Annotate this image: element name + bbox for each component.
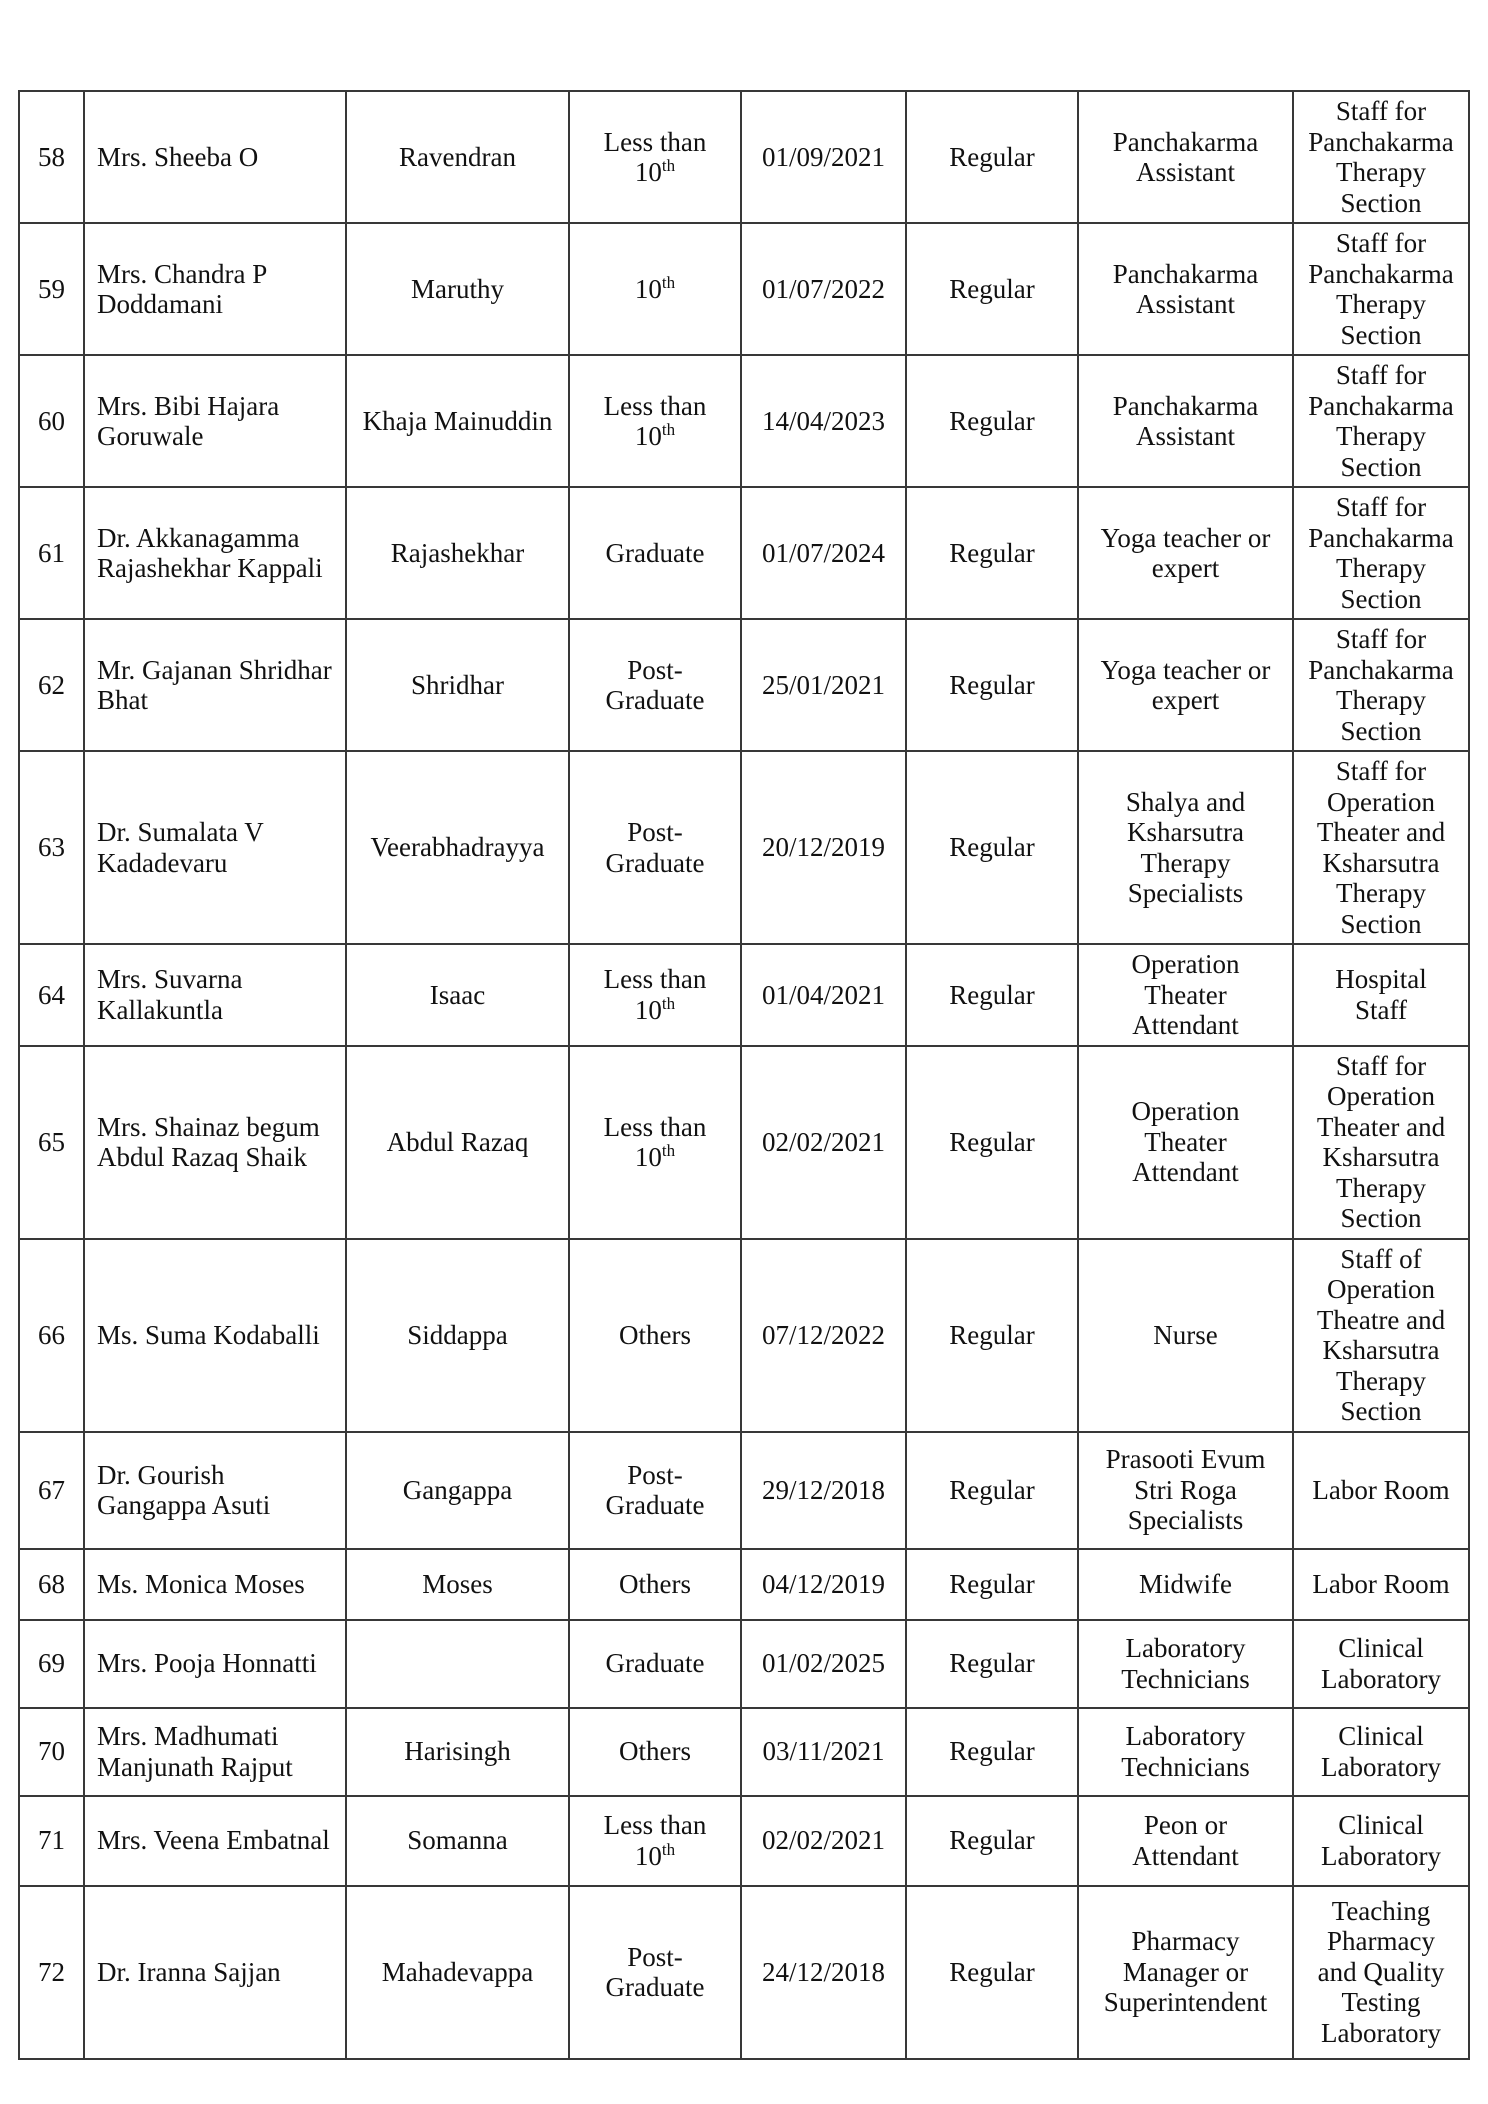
cell-qualification: Post-Graduate bbox=[569, 619, 741, 751]
cell-date: 24/12/2018 bbox=[741, 1886, 906, 2059]
cell-designation: Peon or Attendant bbox=[1078, 1796, 1293, 1886]
cell-guardian: Harisingh bbox=[346, 1708, 569, 1796]
cell-section: Staff for Panchakarma Therapy Section bbox=[1293, 91, 1469, 223]
table-row bbox=[19, 1239, 1469, 1432]
cell-designation: Laboratory Technicians bbox=[1078, 1620, 1293, 1708]
cell-name: Mrs. Madhumati Manjunath Rajput bbox=[84, 1708, 346, 1796]
cell-name: Mrs. Bibi Hajara Goruwale bbox=[84, 355, 346, 487]
cell-date: 14/04/2023 bbox=[741, 355, 906, 487]
cell-qualification: Post-Graduate bbox=[569, 751, 741, 944]
cell-name: Mrs. Shainaz begum Abdul Razaq Shaik bbox=[84, 1046, 346, 1239]
cell-designation: Operation Theater Attendant bbox=[1078, 944, 1293, 1046]
cell-name: Ms. Monica Moses bbox=[84, 1549, 346, 1620]
cell-qualification: Post-Graduate bbox=[569, 1886, 741, 2059]
cell-sl: 68 bbox=[19, 1549, 84, 1620]
cell-date: 07/12/2022 bbox=[741, 1239, 906, 1432]
cell-type: Regular bbox=[906, 1886, 1078, 2059]
cell-sl: 69 bbox=[19, 1620, 84, 1708]
cell-guardian: Isaac bbox=[346, 944, 569, 1046]
table-row bbox=[19, 1549, 1469, 1620]
cell-date: 01/07/2022 bbox=[741, 223, 906, 355]
cell-type: Regular bbox=[906, 944, 1078, 1046]
cell-guardian bbox=[346, 1620, 569, 1708]
cell-qualification: Graduate bbox=[569, 487, 741, 619]
table-row bbox=[19, 619, 1469, 751]
cell-qualification: Less than 10th bbox=[569, 91, 741, 223]
cell-sl: 71 bbox=[19, 1796, 84, 1886]
cell-section: Staff for Panchakarma Therapy Section bbox=[1293, 223, 1469, 355]
cell-type: Regular bbox=[906, 1796, 1078, 1886]
cell-sl: 61 bbox=[19, 487, 84, 619]
cell-date: 01/09/2021 bbox=[741, 91, 906, 223]
cell-date: 03/11/2021 bbox=[741, 1708, 906, 1796]
table-row bbox=[19, 1432, 1469, 1549]
table-row bbox=[19, 1796, 1469, 1886]
cell-guardian: Gangappa bbox=[346, 1432, 569, 1549]
cell-section: Labor Room bbox=[1293, 1549, 1469, 1620]
cell-sl: 63 bbox=[19, 751, 84, 944]
cell-section: Clinical Laboratory bbox=[1293, 1708, 1469, 1796]
table-row bbox=[19, 1886, 1469, 2059]
cell-name: Mrs. Pooja Honnatti bbox=[84, 1620, 346, 1708]
cell-date: 01/02/2025 bbox=[741, 1620, 906, 1708]
cell-sl: 58 bbox=[19, 91, 84, 223]
cell-date: 04/12/2019 bbox=[741, 1549, 906, 1620]
cell-name: Dr. Iranna Sajjan bbox=[84, 1886, 346, 2059]
table-row bbox=[19, 751, 1469, 944]
cell-type: Regular bbox=[906, 1708, 1078, 1796]
cell-type: Regular bbox=[906, 223, 1078, 355]
ordinal-suffix: th bbox=[661, 420, 676, 439]
cell-type: Regular bbox=[906, 619, 1078, 751]
cell-section: Labor Room bbox=[1293, 1432, 1469, 1549]
cell-guardian: Khaja Mainuddin bbox=[346, 355, 569, 487]
cell-qualification: Less than 10th bbox=[569, 1046, 741, 1239]
cell-name: Mrs. Sheeba O bbox=[84, 91, 346, 223]
cell-qualification: Post-Graduate bbox=[569, 1432, 741, 1549]
cell-type: Regular bbox=[906, 1620, 1078, 1708]
cell-designation: Panchakarma Assistant bbox=[1078, 91, 1293, 223]
ordinal-suffix: th bbox=[661, 272, 676, 292]
cell-section: Staff for Panchakarma Therapy Section bbox=[1293, 487, 1469, 619]
cell-guardian: Rajashekhar bbox=[346, 487, 569, 619]
cell-type: Regular bbox=[906, 1432, 1078, 1549]
cell-date: 02/02/2021 bbox=[741, 1796, 906, 1886]
table-row bbox=[19, 487, 1469, 619]
cell-guardian: Veerabhadrayya bbox=[346, 751, 569, 944]
cell-guardian: Abdul Razaq bbox=[346, 1046, 569, 1239]
cell-date: 29/12/2018 bbox=[741, 1432, 906, 1549]
cell-qualification: Graduate bbox=[569, 1620, 741, 1708]
cell-guardian: Shridhar bbox=[346, 619, 569, 751]
cell-date: 02/02/2021 bbox=[741, 1046, 906, 1239]
cell-name: Mrs. Chandra P Doddamani bbox=[84, 223, 346, 355]
cell-sl: 64 bbox=[19, 944, 84, 1046]
cell-section: Clinical Laboratory bbox=[1293, 1620, 1469, 1708]
cell-name: Mr. Gajanan Shridhar Bhat bbox=[84, 619, 346, 751]
cell-date: 01/07/2024 bbox=[741, 487, 906, 619]
cell-qualification: Less than 10th bbox=[569, 944, 741, 1046]
cell-qualification: Less than 10th bbox=[569, 1796, 741, 1886]
cell-designation: Panchakarma Assistant bbox=[1078, 223, 1293, 355]
cell-designation: Laboratory Technicians bbox=[1078, 1708, 1293, 1796]
table-row bbox=[19, 1620, 1469, 1708]
cell-type: Regular bbox=[906, 1549, 1078, 1620]
cell-section: Hospital Staff bbox=[1293, 944, 1469, 1046]
cell-type: Regular bbox=[906, 1239, 1078, 1432]
cell-designation: Yoga teacher or expert bbox=[1078, 487, 1293, 619]
cell-guardian: Ravendran bbox=[346, 91, 569, 223]
cell-section: Staff for Panchakarma Therapy Section bbox=[1293, 619, 1469, 751]
cell-section: Clinical Laboratory bbox=[1293, 1796, 1469, 1886]
cell-qualification: Others bbox=[569, 1549, 741, 1620]
cell-designation: Midwife bbox=[1078, 1549, 1293, 1620]
cell-name: Mrs. Veena Embatnal bbox=[84, 1796, 346, 1886]
cell-sl: 70 bbox=[19, 1708, 84, 1796]
cell-type: Regular bbox=[906, 355, 1078, 487]
cell-type: Regular bbox=[906, 751, 1078, 944]
cell-section: Staff of Operation Theatre and Ksharsutra Therapy Section bbox=[1293, 1239, 1469, 1432]
cell-designation: Yoga teacher or expert bbox=[1078, 619, 1293, 751]
table-row bbox=[19, 355, 1469, 487]
cell-sl: 67 bbox=[19, 1432, 84, 1549]
cell-designation: Nurse bbox=[1078, 1239, 1293, 1432]
cell-section: Staff for Operation Theater and Ksharsutra Therapy Section bbox=[1293, 1046, 1469, 1239]
staff-table bbox=[18, 90, 1470, 2060]
cell-date: 01/04/2021 bbox=[741, 944, 906, 1046]
cell-type: Regular bbox=[906, 1046, 1078, 1239]
cell-sl: 66 bbox=[19, 1239, 84, 1432]
cell-name: Dr. Akkanagamma Rajashekhar Kappali bbox=[84, 487, 346, 619]
cell-section: Staff for Operation Theater and Ksharsutra Therapy Section bbox=[1293, 751, 1469, 944]
cell-designation: Pharmacy Manager or Superintendent bbox=[1078, 1886, 1293, 2059]
table-row bbox=[19, 91, 1469, 223]
cell-qualification: Others bbox=[569, 1708, 741, 1796]
table-row bbox=[19, 1708, 1469, 1796]
cell-guardian: Siddappa bbox=[346, 1239, 569, 1432]
ordinal-suffix: th bbox=[661, 993, 676, 1013]
cell-section: Teaching Pharmacy and Quality Testing Laboratory bbox=[1293, 1886, 1469, 2059]
cell-type: Regular bbox=[906, 487, 1078, 619]
cell-sl: 72 bbox=[19, 1886, 84, 2059]
ordinal-suffix: th bbox=[661, 1839, 676, 1859]
table-row bbox=[19, 1046, 1469, 1239]
cell-type: Regular bbox=[906, 91, 1078, 223]
cell-sl: 59 bbox=[19, 223, 84, 355]
cell-designation: Shalya and Ksharsutra Therapy Specialists bbox=[1078, 751, 1293, 944]
cell-qualification: Others bbox=[569, 1239, 741, 1432]
cell-qualification: 10th bbox=[569, 223, 741, 355]
cell-guardian: Mahadevappa bbox=[346, 1886, 569, 2059]
cell-name: Dr. Gourish Gangappa Asuti bbox=[84, 1432, 346, 1549]
ordinal-suffix: th bbox=[661, 1141, 676, 1160]
table-row bbox=[19, 223, 1469, 355]
cell-guardian: Maruthy bbox=[346, 223, 569, 355]
cell-sl: 62 bbox=[19, 619, 84, 751]
cell-designation: Panchakarma Assistant bbox=[1078, 355, 1293, 487]
ordinal-suffix: th bbox=[661, 156, 676, 175]
cell-sl: 65 bbox=[19, 1046, 84, 1239]
cell-name: Ms. Suma Kodaballi bbox=[84, 1239, 346, 1432]
cell-name: Dr. Sumalata V Kadadevaru bbox=[84, 751, 346, 944]
cell-guardian: Moses bbox=[346, 1549, 569, 1620]
cell-designation: Prasooti Evum Stri Roga Specialists bbox=[1078, 1432, 1293, 1549]
cell-sl: 60 bbox=[19, 355, 84, 487]
cell-guardian: Somanna bbox=[346, 1796, 569, 1886]
staff-table-body bbox=[19, 91, 1469, 2059]
cell-name: Mrs. Suvarna Kallakuntla bbox=[84, 944, 346, 1046]
cell-date: 20/12/2019 bbox=[741, 751, 906, 944]
cell-section: Staff for Panchakarma Therapy Section bbox=[1293, 355, 1469, 487]
cell-designation: Operation Theater Attendant bbox=[1078, 1046, 1293, 1239]
table-row bbox=[19, 944, 1469, 1046]
cell-qualification: Less than 10th bbox=[569, 355, 741, 487]
cell-date: 25/01/2021 bbox=[741, 619, 906, 751]
